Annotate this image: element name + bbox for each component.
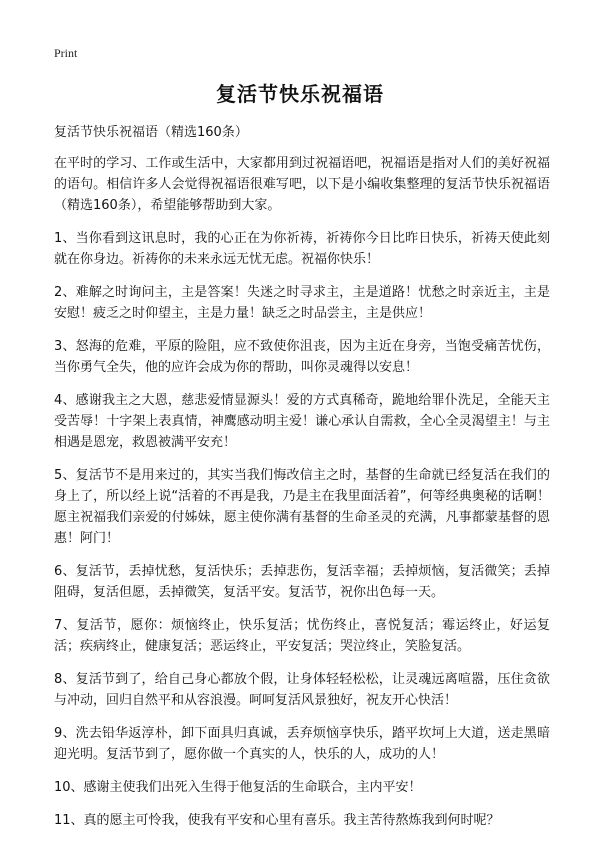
blessing-item: 3、怒海的危难，平原的险阻，应不致使你沮丧，因为主近在身旁，当饱受痛苦忧伤，当你勇气全失，他的应许会成为你的帮助，叫你灵魂得以安息！ <box>54 339 550 375</box>
blessing-item: 5、复活节不是用来过的，其实当我们悔改信主之时，基督的生命就已经复活在我们的身上了，所以经上说“活着的不再是我，乃是主在我里面活着”，何等经典奥秘的话啊！愿主祝福我们亲爱的付姊妹，愿主使你满有基督的生命圣灵的充满，凡事都蒙基督的恩惠！阿门！ <box>54 468 550 546</box>
blessing-item: 9、洗去铅华返淳朴，卸下面具归真诚，丢弃烦恼享快乐，踏平坎坷上大道，送走黑暗迎光明。复活节到了，愿你做一个真实的人，快乐的人，成功的人！ <box>54 726 550 762</box>
document-title: 复活节快乐祝福语 <box>216 82 384 106</box>
blessing-item: 2、难解之时询问主，主是答案！失迷之时寻求主，主是道路！忧愁之时亲近主，主是安慰！疲乏之时仰望主，主是力量！缺乏之时品尝主，主是供应！ <box>54 285 550 321</box>
document-subtitle: 复活节快乐祝福语（精选160条） <box>54 125 248 140</box>
blessing-item: 1、当你看到这讯息时，我的心正在为你祈祷，祈祷你今日比昨日快乐，祈祷天使此刻就在你身边。祈祷你的未来永远无忧无虑。祝福你快乐！ <box>54 231 550 267</box>
document-body <box>54 122 550 843</box>
blessing-item: 7、复活节，愿你：烦恼终止，快乐复活；忧伤终止，喜悦复活；霉运终止，好运复活；疾病终止，健康复活；恶运终止，平安复活；哭泣终止，笑脸复活。 <box>54 618 550 654</box>
blessing-item: 8、复活节到了，给自己身心都放个假，让身体轻轻松松，让灵魂远离喧嚣，压住贪欲与冲动，回归自然平和从容浪漫。呵呵复活风景独好，祝友开心快活！ <box>54 672 550 708</box>
blessing-item: 10、感谢主使我们出死入生得于他复活的生命联合，主内平安！ <box>54 780 422 795</box>
blessing-item: 4、感谢我主之大恩，慈悲爱情显源头！爱的方式真稀奇，跪地给罪仆洗足，全能天主受苦辱！十字架上表真情，神鹰感动明主爱！谦心承认自需救，全心全灵渴望主！与主相遇是恩宠，救恩被满平安充！ <box>54 393 550 450</box>
intro-paragraph: 在平时的学习、工作或生活中，大家都用到过祝福语吧，祝福语是指对人们的美好祝福的语句。相信许多人会觉得祝福语很难写吧，以下是小编收集整理的复活节快乐祝福语（精选160条），希望能够帮助到大家。 <box>54 156 550 213</box>
blessing-item: 11、真的愿主可怜我，使我有平安和心里有喜乐。我主苦待熬炼我到何时呢？ <box>54 813 500 828</box>
print-link[interactable]: Print <box>54 46 78 60</box>
blessing-item: 6、复活节，丢掉忧愁，复活快乐；丢掉悲伤，复活幸福；丢掉烦恼，复活微笑；丢掉阻碍，复活但愿，丢掉微笑，复活平安。复活节，祝你出色每一天。 <box>54 564 550 600</box>
